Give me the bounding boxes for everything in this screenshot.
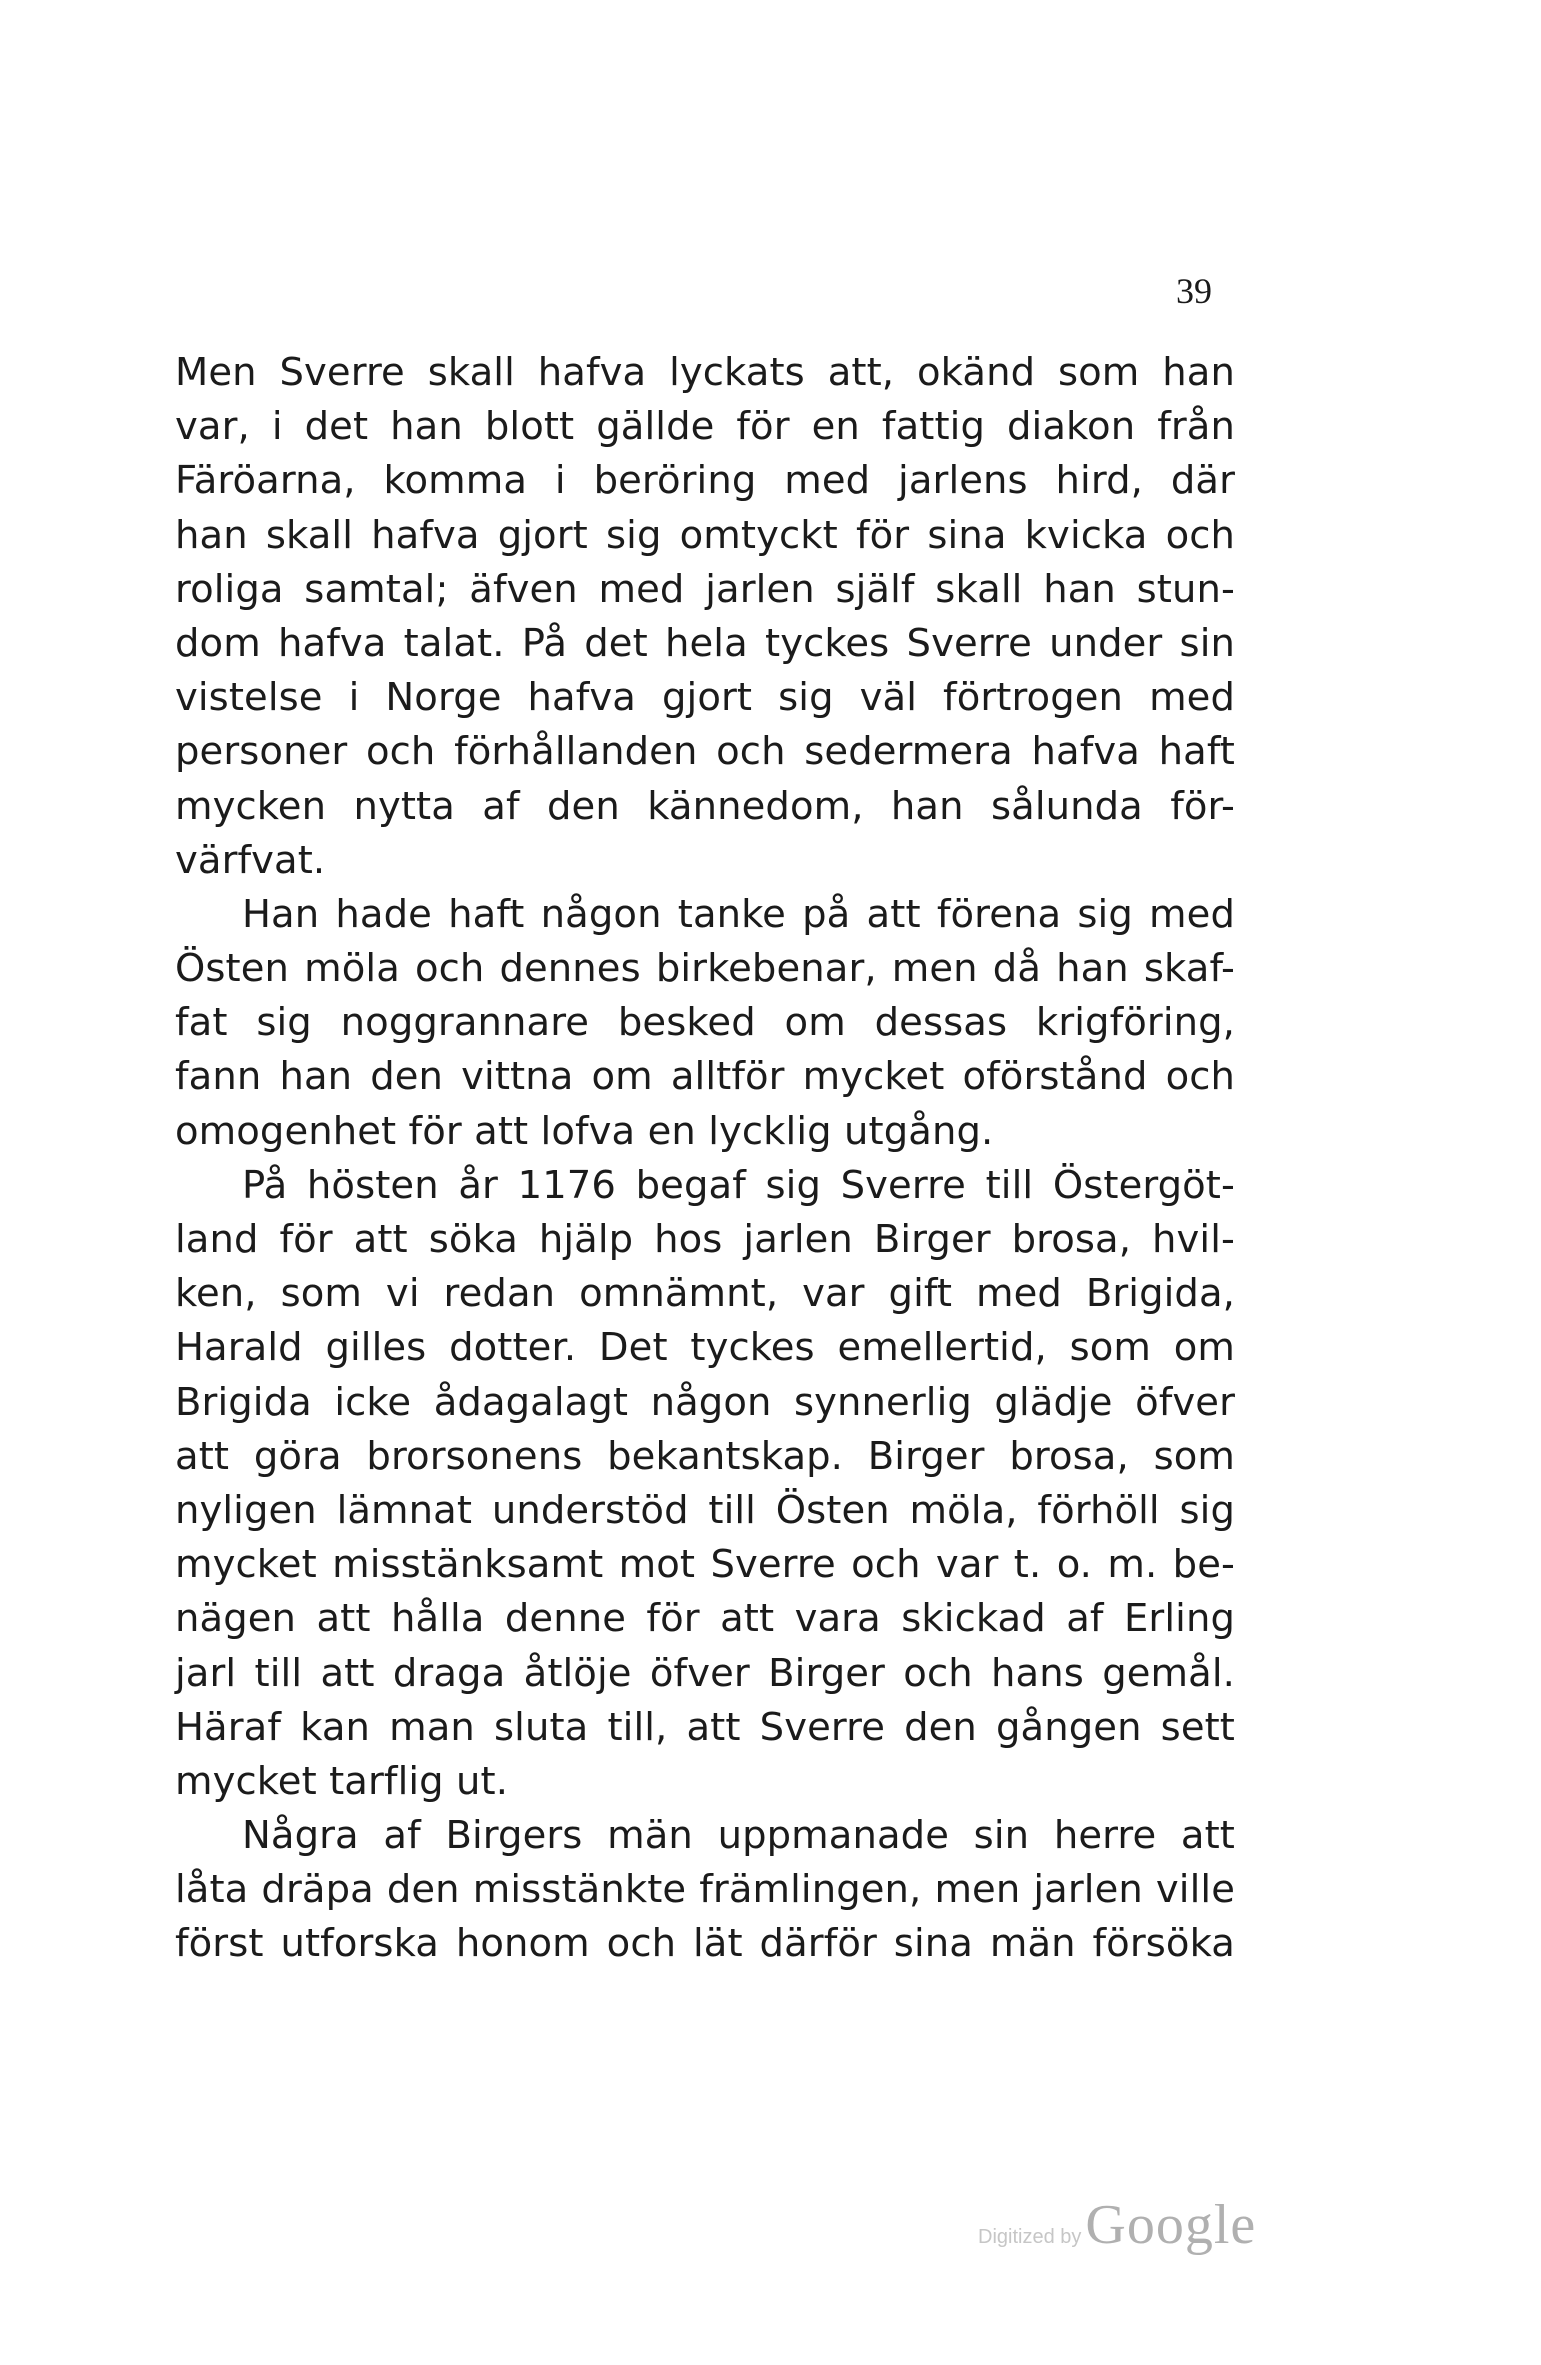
text-line: jarl till att draga åtlöje öfver Birger och hans gemål. [175, 1650, 1235, 1696]
text-line: Harald gilles dotter. Det tyckes emellertid, som om [175, 1325, 1235, 1371]
text-line: fat sig noggrannare besked om dessas krigföring, [175, 1000, 1235, 1046]
text-line: först utforska honom och lät därför sina män försöka [175, 1921, 1235, 1967]
text-line: dom hafva talat. På det hela tyckes Sverre under sin [175, 620, 1235, 666]
text-line: Brigida icke ådagalagt någon synnerlig glädje öfver [175, 1379, 1235, 1425]
text-line: omogenhet för att lofva en lycklig utgång. [175, 1108, 994, 1154]
text-line: mycket tarflig ut. [175, 1758, 509, 1804]
text-line: roliga samtal; äfven med jarlen själf skall han stun- [175, 566, 1235, 612]
text-line: mycket misstänksamt mot Sverre och var t. o. m. be- [175, 1542, 1235, 1588]
text-line: Häraf kan man sluta till, att Sverre den gången sett [175, 1704, 1235, 1750]
body-text [175, 346, 1235, 1972]
text-line: På hösten år 1176 begaf sig Sverre till Östergöt- [242, 1162, 1235, 1208]
text-line: Östen möla och dennes birkebenar, men då han skaf- [175, 946, 1235, 992]
text-line: ken, som vi redan omnämnt, var gift med Brigida, [175, 1271, 1235, 1317]
google-logo: Google [1085, 2194, 1257, 2256]
text-line: han skall hafva gjort sig omtyckt för sina kvicka och [175, 512, 1235, 558]
text-line: mycken nytta af den kännedom, han sålunda för- [175, 783, 1235, 829]
text-line: nyligen lämnat understöd till Östen möla, förhöll sig [175, 1487, 1235, 1533]
paragraph-4 [175, 1809, 1235, 1972]
text-line: värfvat. [175, 837, 326, 883]
text-line: personer och förhållanden och sedermera hafva haft [175, 729, 1235, 775]
text-line: var, i det han blott gällde för en fattig diakon från [175, 404, 1235, 450]
paragraph-2 [175, 888, 1235, 1159]
digitized-by-google-watermark [978, 2193, 1256, 2257]
text-line: låta dräpa den misstänkte främlingen, men jarlen ville [175, 1867, 1235, 1913]
text-line: fann han den vittna om alltför mycket oförstånd och [175, 1054, 1235, 1100]
text-line: att göra brorsonens bekantskap. Birger brosa, som [175, 1433, 1235, 1479]
text-line: Men Sverre skall hafva lyckats att, okänd som han [175, 350, 1235, 395]
text-line: vistelse i Norge hafva gjort sig väl förtrogen med [175, 675, 1235, 721]
paragraph-3 [175, 1159, 1235, 1809]
watermark-prefix: Digitized by [978, 2226, 1082, 2248]
text-line: land för att söka hjälp hos jarlen Birger brosa, hvil- [175, 1217, 1235, 1262]
page-number: 39 [1176, 271, 1212, 311]
text-line: Några af Birgers män uppmanade sin herre att [242, 1813, 1235, 1859]
text-line: Han hade haft någon tanke på att förena sig med [242, 891, 1235, 937]
text-line: Färöarna, komma i beröring med jarlens hird, där [175, 458, 1235, 504]
paragraph-1 [175, 346, 1235, 888]
text-line: nägen att hålla denne för att vara skickad af Erling [175, 1596, 1235, 1642]
